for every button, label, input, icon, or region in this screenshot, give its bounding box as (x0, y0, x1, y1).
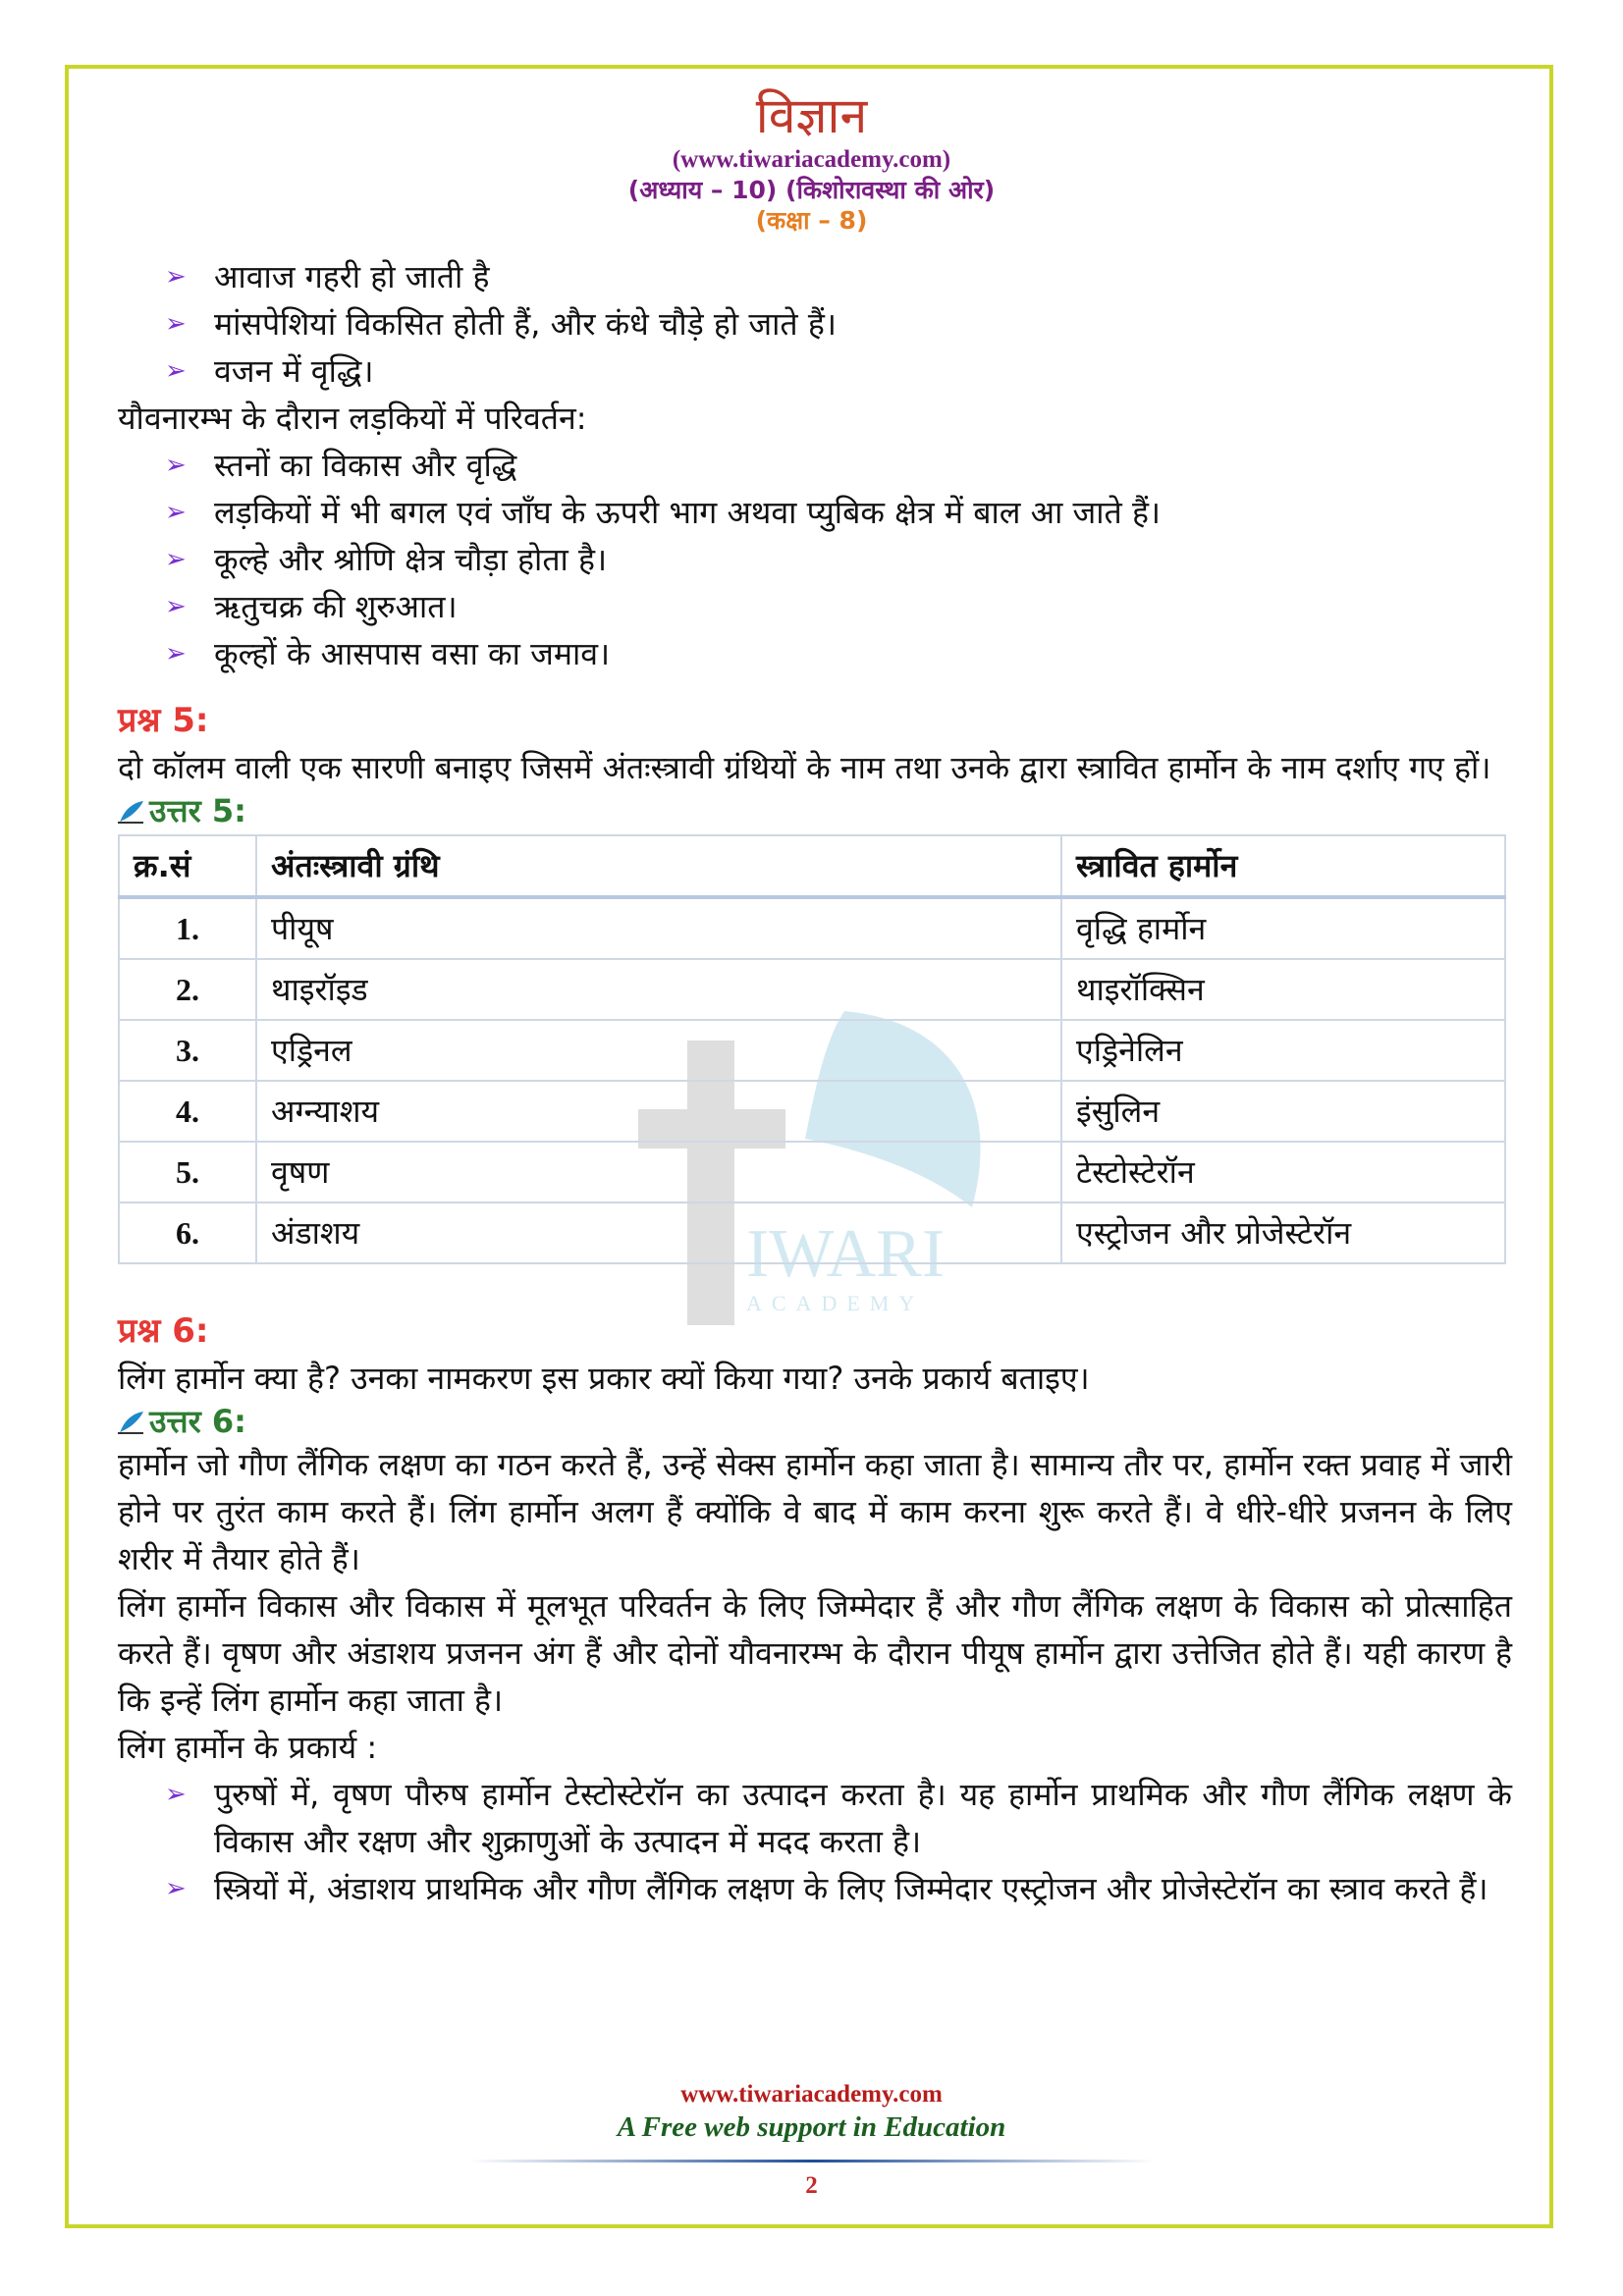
arrow-bullet-icon: ➢ (165, 262, 187, 292)
page-content (118, 253, 1512, 1912)
page-footer (0, 2081, 1623, 2200)
table-row: 2. थाइरॉइड थाइरॉक्सिन (119, 959, 1505, 1020)
arrow-bullet-icon: ➢ (165, 451, 187, 480)
table-row: 1. पीयूष वृद्धि हार्मोन (119, 897, 1505, 959)
arrow-bullet-icon: ➢ (165, 1874, 187, 1903)
footer-divider (468, 2160, 1156, 2163)
answer-6-paragraph-2: लिंग हार्मोन विकास और विकास में मूलभूत परिवर्तन के लिए जिम्मेदार हैं और गौण लैंगिक लक्षण के विकास को प्रोत्साहित करते हैं। वृषण और अंडाशय प्रजनन अंग हैं और दोनों यौवनारम्भ के दौरान पीयूष हार्मोन द्वारा उत्तेजित होते हैं। यही कारण है कि इन्हें लिंग हार्मोन कहा जाता है। (118, 1587, 1513, 1719)
question-6-label: प्रश्न 6: (118, 1311, 209, 1351)
quill-icon (118, 1410, 145, 1435)
answer-5-label: उत्तर 5: (118, 791, 1512, 830)
page-title: विज्ञान (755, 87, 868, 144)
list-item: ➢ पुरुषों में, वृषण पौरुष हार्मोन टेस्टोस्टेरॉन का उत्पादन करता है। यह हार्मोन प्राथमिक और गौण लैंगिक लक्षण के विकास और रक्षण और शुक्राणुओं के उत्पादन में मदद करता है। (165, 1771, 1512, 1865)
table-row: 6. अंडाशय एस्ट्रोजन और प्रोजेस्टेरॉन (119, 1202, 1505, 1263)
answer-6-paragraph-1: हार्मोन जो गौण लैंगिक लक्षण का गठन करते हैं, उन्हें सेक्स हार्मोन कहा जाता है। सामान्य तौर पर, हार्मोन रक्त प्रवाह में जारी होने पर तुरंत काम करते हैं। लिंग हार्मोन अलग हैं क्योंकि वे बाद में काम करना शुरू करते हैं। वे धीरे-धीरे प्रजनन के लिए शरीर में तैयार होते हैं। (118, 1446, 1512, 1577)
arrow-bullet-icon: ➢ (165, 356, 187, 386)
functions-list (118, 1771, 1512, 1912)
girls-changes-list (118, 442, 1512, 677)
table-header-row (119, 835, 1505, 897)
page-header (0, 86, 1623, 236)
list-item: ➢ कूल्हे और श्रोणि क्षेत्र चौड़ा होता है। (165, 536, 1512, 583)
gland-hormone-table (118, 834, 1506, 1264)
column-header: स्त्रावित हार्मोन (1061, 835, 1505, 897)
list-item: ➢ ऋतुचक्र की शुरुआत। (165, 583, 1512, 630)
chapter-label: (अध्याय – 10) (किशोरावस्था की ओर) (627, 176, 996, 204)
table-row: 5. वृषण टेस्टोस्टेरॉन (119, 1142, 1505, 1202)
arrow-bullet-icon: ➢ (165, 309, 187, 339)
list-item: ➢ आवाज गहरी हो जाती है (165, 253, 1512, 300)
footer-tagline: A Free web support in Education (617, 2111, 1006, 2143)
page-number: 2 (805, 2172, 818, 2199)
footer-site-link[interactable]: www.tiwariacademy.com (680, 2081, 943, 2108)
table-row: 3. एड्रिनल एड्रिनेलिन (119, 1020, 1505, 1081)
list-item: ➢ लड़कियों में भी बगल एवं जाँघ के ऊपरी भाग अथवा प्युबिक क्षेत्र में बाल आ जाते हैं। (165, 489, 1512, 536)
girls-changes-heading: यौवनारम्भ के दौरान लड़कियों में परिवर्तन: (118, 400, 587, 437)
arrow-bullet-icon: ➢ (165, 592, 187, 621)
list-item: ➢ कूल्हों के आसपास वसा का जमाव। (165, 630, 1512, 677)
arrow-bullet-icon: ➢ (165, 545, 187, 574)
watermark-word: IWARI (746, 1216, 946, 1292)
answer-6-label: उत्तर 6: (118, 1402, 1512, 1441)
column-header: अंतःस्त्रावी ग्रंथि (256, 835, 1061, 897)
list-item: ➢ मांसपेशियां विकसित होती हैं, और कंधे चौड़े हो जाते हैं। (165, 300, 1512, 347)
functions-heading: लिंग हार्मोन के प्रकार्य : (118, 1729, 378, 1766)
list-item: ➢ वजन में वृद्धि। (165, 347, 1512, 395)
class-label: (कक्षा – 8) (755, 206, 868, 235)
arrow-bullet-icon: ➢ (165, 1780, 187, 1809)
watermark-sub: ACADEMY (746, 1291, 925, 1315)
quill-icon (118, 799, 145, 825)
arrow-bullet-icon: ➢ (165, 498, 187, 527)
question-6-text: लिंग हार्मोन क्या है? उनका नामकरण इस प्रकार क्यों किया गया? उनके प्रकार्य बताइए। (118, 1360, 1090, 1397)
arrow-bullet-icon: ➢ (165, 639, 187, 668)
question-5-label: प्रश्न 5: (118, 701, 209, 740)
list-item: ➢ स्त्रियों में, अंडाशय प्राथमिक और गौण लैंगिक लक्षण के लिए जिम्मेदार एस्ट्रोजन और प्रोजेस्टेरॉन का स्त्राव करते हैं। (165, 1865, 1512, 1912)
question-5-text: दो कॉलम वाली एक सारणी बनाइए जिसमें अंतःस्त्रावी ग्रंथियों के नाम तथा उनके द्वारा स्त्रावित हार्मोन के नाम दर्शाए गए हों। (118, 749, 1491, 786)
column-header: क्र.सं (119, 835, 256, 897)
header-site: (www.tiwariacademy.com) (672, 146, 951, 173)
list-item: ➢ स्तनों का विकास और वृद्धि (165, 442, 1512, 489)
boys-changes-list (118, 253, 1512, 395)
table-row: 4. अग्न्याशय इंसुलिन (119, 1081, 1505, 1142)
